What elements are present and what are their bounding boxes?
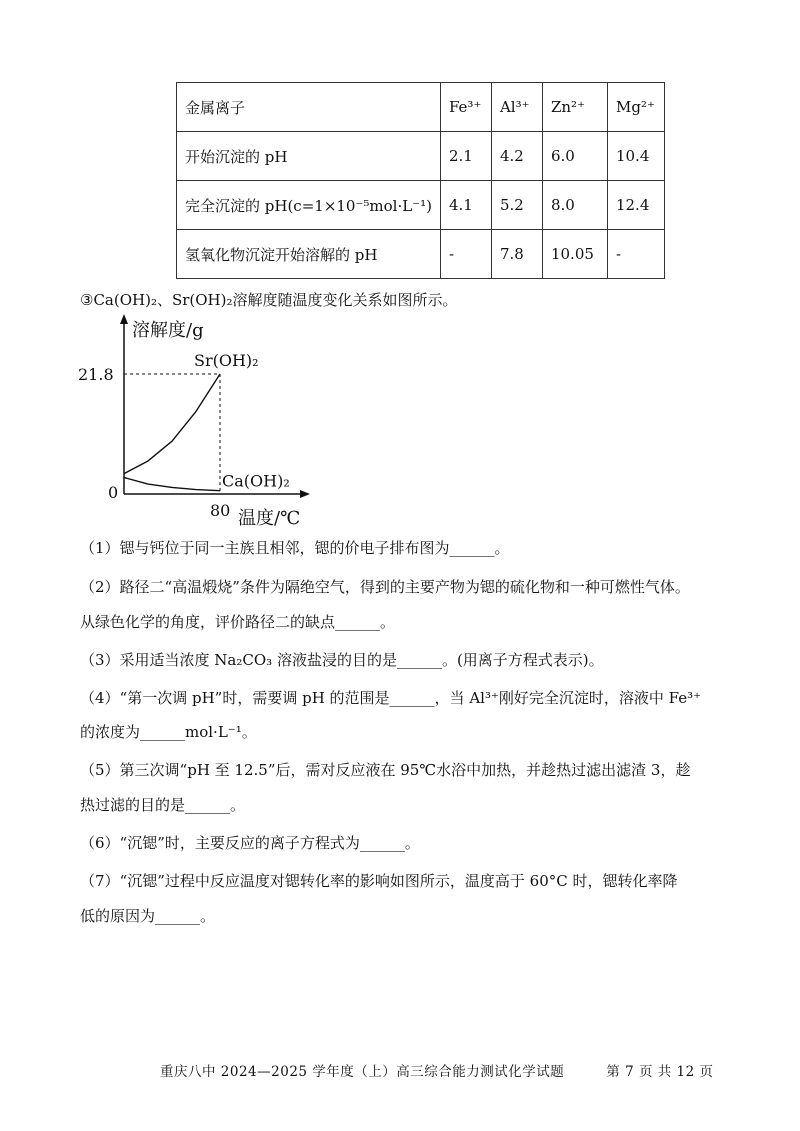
- table-header-cell: Fe³⁺: [440, 83, 491, 132]
- table-cell: 10.4: [607, 132, 664, 181]
- table-cell: 氢氧化物沉淀开始溶解的 pH: [177, 230, 441, 279]
- table-header-cell: Mg²⁺: [607, 83, 664, 132]
- table-cell: 5.2: [491, 181, 542, 230]
- table-cell: 8.0: [542, 181, 607, 230]
- question-7: （7）“沉锶”过程中反应温度对锶转化率的影响如图所示，温度高于 60°C 时，锶转化率降: [80, 872, 678, 890]
- question-5: （5）第三次调“pH 至 12.5”后，需对反应液在 95℃水浴中加热，并趁热过滤出滤渣 3，趁: [80, 761, 691, 779]
- series-line-0: [124, 374, 220, 474]
- x-axis-label: 温度/℃: [238, 508, 301, 529]
- table-cell: 7.8: [491, 230, 542, 279]
- question-4-cont: 的浓度为______mol·L⁻¹。: [80, 723, 257, 741]
- question-2: （2）路径二“高温煅烧”条件为隔绝空气，得到的主要产物为锶的硫化物和一种可燃性气体。: [80, 578, 690, 596]
- question-2-cont: 从绿色化学的角度，评价路径二的缺点______。: [80, 613, 396, 631]
- table-cell: 10.05: [542, 230, 607, 279]
- table-cell: -: [607, 230, 664, 279]
- question-1: （1）锶与钙位于同一主族且相邻，锶的价电子排布图为______。: [80, 539, 510, 557]
- solubility-chart: [78, 310, 340, 530]
- table-cell: 完全沉淀的 pH(c=1×10⁻⁵mol·L⁻¹): [177, 181, 441, 230]
- table-cell: 6.0: [542, 132, 607, 181]
- table-cell: -: [440, 230, 491, 279]
- chart-intro-text: ③Ca(OH)₂、Sr(OH)₂溶解度随温度变化关系如图所示。: [80, 291, 458, 309]
- table-row: [177, 132, 665, 181]
- x-tick-label: 80: [210, 501, 231, 520]
- series-label-1: Ca(OH)₂: [222, 471, 290, 491]
- table-header-row: [177, 83, 665, 132]
- table-header-cell: Zn²⁺: [542, 83, 607, 132]
- question-6: （6）“沉锶”时，主要反应的离子方程式为______。: [80, 834, 420, 852]
- table-header-cell: Al³⁺: [491, 83, 542, 132]
- y-axis-arrow: [120, 314, 128, 324]
- question-7-cont: 低的原因为______。: [80, 907, 216, 925]
- table-header-cell: 金属离子: [177, 83, 441, 132]
- y-axis-label: 溶解度/g: [132, 320, 204, 341]
- page-footer: [160, 1060, 714, 1080]
- origin-label: 0: [108, 483, 119, 502]
- footer-title: 重庆八中 2024—2025 学年度（上）高三综合能力测试化学试题: [160, 1064, 565, 1080]
- question-5-cont: 热过滤的目的是______。: [80, 796, 246, 814]
- table-row: [177, 230, 665, 279]
- footer-page-number: 第 7 页 共 12 页: [606, 1064, 714, 1080]
- table-cell: 2.1: [440, 132, 491, 181]
- series-line-1: [124, 477, 220, 490]
- table-cell: 12.4: [607, 181, 664, 230]
- table-row: [177, 181, 665, 230]
- table-cell: 4.1: [440, 181, 491, 230]
- question-4: （4）“第一次调 pH”时，需要调 pH 的范围是______，当 Al³⁺刚好完全沉淀时，溶液中 Fe³⁺: [80, 689, 702, 707]
- series-label-0: Sr(OH)₂: [194, 351, 259, 370]
- metal-ion-ph-table: [176, 82, 665, 279]
- table-cell: 4.2: [491, 132, 542, 181]
- x-axis-arrow: [300, 490, 310, 498]
- table-cell: 开始沉淀的 pH: [177, 132, 441, 181]
- y-tick-label: 21.8: [78, 365, 114, 384]
- question-3: （3）采用适当浓度 Na₂CO₃ 溶液盐浸的目的是______。(用离子方程式表示)。: [80, 651, 604, 669]
